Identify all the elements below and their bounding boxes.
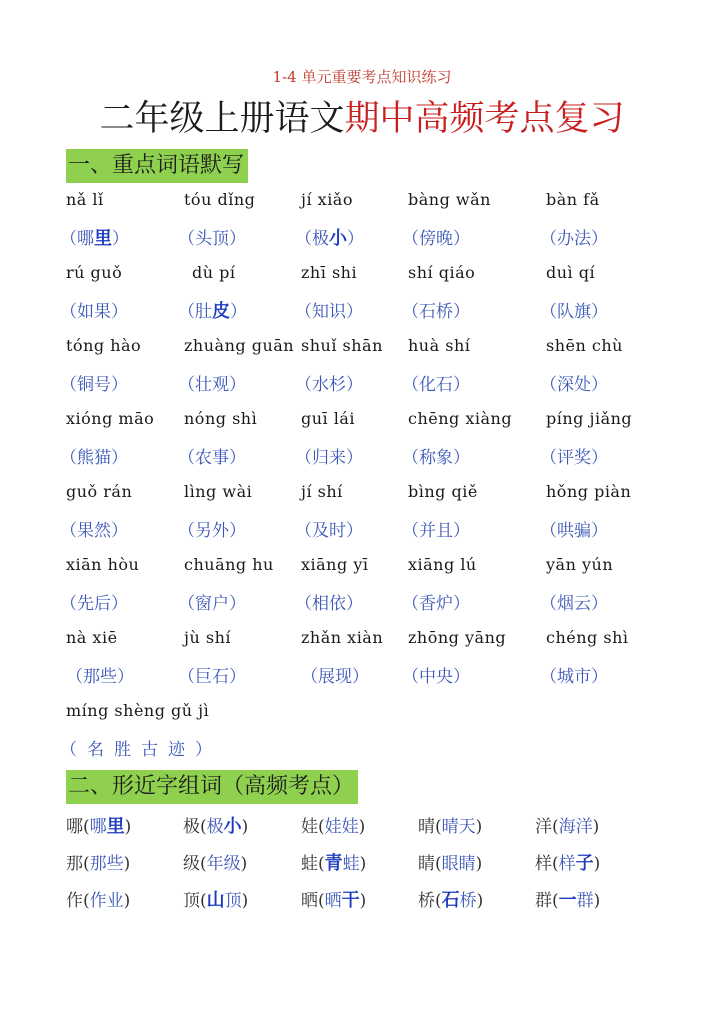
open-paren: （	[402, 667, 419, 687]
open-paren: （	[60, 229, 77, 249]
word-text: 样	[558, 854, 576, 874]
close-paren: ）	[229, 448, 246, 468]
similar-char-item	[301, 886, 366, 912]
close-paren: ）	[346, 375, 363, 395]
section-heading-vocabulary: 一、重点词语默写	[66, 149, 248, 183]
word-text: 晴天	[441, 817, 476, 837]
close-paren: ）	[111, 448, 128, 468]
pinyin-label: yān yún	[546, 555, 614, 574]
open-paren: （	[402, 302, 419, 322]
base-char: 桥	[418, 891, 435, 911]
answer-text: 肚	[195, 302, 212, 322]
open-paren: (	[83, 891, 90, 911]
pinyin-label: guǒ rán	[66, 482, 133, 501]
answer-word	[540, 662, 608, 687]
answer-text: 另外	[195, 521, 229, 541]
pinyin-label: jí xiǎo	[301, 190, 353, 209]
close-paren: )	[123, 854, 131, 874]
answer-text: 哪	[77, 229, 94, 249]
answer-text: 化石	[419, 375, 453, 395]
pinyin-label: tóu dǐng	[184, 190, 256, 209]
word-text: 极	[206, 817, 224, 837]
section-heading-similar-chars: 二、形近字组词（高频考点）	[66, 770, 358, 804]
open-paren: （	[295, 302, 312, 322]
pinyin-label: dù pí	[192, 263, 236, 282]
pinyin-label: míng shèng gǔ jì	[66, 701, 210, 720]
word-highlight: 小	[223, 816, 242, 837]
answer-text: 如果	[77, 302, 111, 322]
similar-char-item	[66, 812, 131, 838]
answer-text: 先后	[77, 594, 111, 614]
pinyin-label: chēng xiàng	[408, 409, 513, 428]
base-char: 样	[535, 854, 552, 874]
open-paren: （	[60, 740, 87, 760]
word-highlight: 干	[341, 890, 360, 911]
close-paren: ）	[453, 448, 470, 468]
close-paren: ）	[346, 448, 363, 468]
base-char: 哪	[66, 817, 83, 837]
open-paren: (	[552, 891, 559, 911]
base-char: 睛	[418, 854, 435, 874]
open-paren: （	[60, 448, 77, 468]
answer-word	[178, 297, 247, 323]
answer-word	[295, 589, 363, 614]
answer-word	[540, 589, 608, 614]
answer-word	[402, 224, 470, 249]
close-paren: ）	[111, 521, 128, 541]
close-paren: )	[593, 891, 601, 911]
close-paren: ）	[111, 375, 128, 395]
base-char: 极	[183, 817, 200, 837]
answer-text: 归来	[312, 448, 346, 468]
pinyin-label: jí shí	[301, 482, 343, 501]
pinyin-label: rú guǒ	[66, 263, 123, 282]
open-paren: （	[178, 521, 195, 541]
similar-char-item	[418, 812, 482, 837]
answer-text: 深处	[557, 375, 591, 395]
answer-text: 称象	[419, 448, 453, 468]
answer-word	[60, 589, 128, 614]
similar-char-item	[183, 886, 248, 912]
close-paren: ）	[591, 302, 608, 322]
open-paren: （	[178, 448, 195, 468]
open-paren: (	[318, 891, 325, 911]
answer-word	[60, 516, 128, 541]
pinyin-label: hǒng piàn	[546, 482, 632, 501]
close-paren: ）	[112, 229, 129, 249]
word-highlight: 石	[441, 890, 460, 911]
word-highlight: 一	[558, 890, 577, 911]
pinyin-label: xiān hòu	[66, 555, 140, 574]
answer-text: 熊猫	[77, 448, 111, 468]
word-text: 眼睛	[441, 854, 476, 874]
word-text: 晒	[324, 891, 342, 911]
answer-word	[402, 297, 470, 322]
answer-text: 队旗	[557, 302, 591, 322]
base-char: 作	[66, 891, 83, 911]
word-highlight: 里	[106, 816, 125, 837]
close-paren: ）	[111, 302, 128, 322]
answer-word	[540, 370, 608, 395]
answer-word	[540, 516, 608, 541]
pinyin-label: huà shí	[408, 336, 471, 355]
answer-text: 傍晚	[419, 229, 453, 249]
similar-char-item	[301, 812, 365, 837]
base-char: 洋	[535, 817, 552, 837]
open-paren: （	[540, 521, 557, 541]
answer-highlight: 皮	[212, 301, 230, 322]
similar-char-item	[66, 886, 130, 911]
open-paren: (	[318, 817, 325, 837]
open-paren: （	[540, 302, 557, 322]
answer-text: 评奖	[557, 448, 591, 468]
close-paren: ）	[591, 521, 608, 541]
word-text: 作业	[89, 891, 124, 911]
open-paren: (	[83, 854, 90, 874]
word-text: 那些	[89, 854, 124, 874]
answer-text: 极	[312, 229, 329, 249]
pinyin-label: guī lái	[301, 409, 356, 428]
pinyin-label: chuāng hu	[184, 555, 274, 574]
answer-word	[295, 297, 363, 322]
answer-word	[402, 589, 470, 614]
pinyin-label: zhuàng guān	[184, 336, 295, 355]
open-paren: （	[66, 667, 83, 687]
word-text: 年级	[206, 854, 241, 874]
open-paren: （	[295, 521, 312, 541]
open-paren: （	[60, 521, 77, 541]
open-paren: （	[540, 594, 557, 614]
close-paren: ）	[346, 594, 363, 614]
answer-word	[295, 516, 363, 541]
answer-text: 窗户	[195, 594, 229, 614]
open-paren: (	[318, 854, 325, 874]
pinyin-label: píng jiǎng	[546, 409, 633, 428]
close-paren: ）	[591, 667, 608, 687]
answer-word	[178, 589, 246, 614]
answer-text: 城市	[557, 667, 591, 687]
base-char: 娃	[301, 817, 318, 837]
open-paren: （	[178, 667, 195, 687]
answer-text: 头顶	[195, 229, 229, 249]
close-paren: )	[240, 854, 248, 874]
close-paren: ）	[111, 594, 128, 614]
open-paren: (	[552, 854, 559, 874]
answer-text: 果然	[77, 521, 111, 541]
open-paren: （	[60, 302, 77, 322]
answer-word	[540, 297, 608, 322]
answer-text: 办法	[557, 229, 591, 249]
answer-text: 并且	[419, 521, 453, 541]
word-highlight: 子	[575, 853, 594, 874]
pinyin-label: zhōng yāng	[408, 628, 507, 647]
answer-text: 知识	[312, 302, 346, 322]
open-paren: （	[402, 521, 419, 541]
answer-word	[295, 224, 364, 250]
answer-word	[402, 443, 470, 468]
similar-char-item	[301, 849, 366, 875]
answer-text: 香炉	[419, 594, 453, 614]
answer-word	[60, 370, 128, 395]
close-paren: ）	[453, 594, 470, 614]
base-char: 群	[535, 891, 552, 911]
subtitle: 1-4 单元重要考点知识练习	[272, 68, 452, 86]
answer-text: 水杉	[312, 375, 346, 395]
open-paren: （	[178, 302, 195, 322]
close-paren: )	[241, 817, 249, 837]
open-paren: （	[540, 375, 557, 395]
close-paren: ）	[453, 302, 470, 322]
open-paren: （	[402, 448, 419, 468]
answer-word	[60, 297, 128, 322]
open-paren: (	[435, 891, 442, 911]
open-paren: （	[295, 229, 312, 249]
answer-word	[540, 224, 608, 249]
open-paren: （	[178, 594, 195, 614]
open-paren: （	[60, 594, 77, 614]
answer-text: 及时	[312, 521, 346, 541]
title-red: 期中高频考点复习	[344, 99, 625, 139]
answer-text: 壮观	[195, 375, 229, 395]
close-paren: ）	[230, 302, 247, 322]
close-paren: )	[592, 817, 600, 837]
open-paren: （	[301, 667, 318, 687]
similar-char-item	[535, 886, 600, 912]
open-paren: (	[200, 854, 207, 874]
page-title	[0, 94, 724, 144]
close-paren: )	[593, 854, 601, 874]
pinyin-label: xióng māo	[66, 409, 155, 428]
close-paren: ）	[591, 229, 608, 249]
close-paren: ）	[229, 375, 246, 395]
close-paren: ）	[453, 667, 470, 687]
open-paren: （	[295, 448, 312, 468]
base-char: 那	[66, 854, 83, 874]
title-black: 二年级上册语文	[99, 99, 345, 139]
pinyin-label: nóng shì	[184, 409, 258, 428]
close-paren: ）	[591, 594, 608, 614]
answer-text: 哄骗	[557, 521, 591, 541]
open-paren: （	[60, 375, 77, 395]
close-paren: ）	[453, 375, 470, 395]
answer-word	[178, 224, 246, 249]
answer-word	[178, 516, 246, 541]
open-paren: (	[83, 817, 90, 837]
answer-text: 农事	[195, 448, 229, 468]
close-paren: )	[123, 891, 131, 911]
close-paren: ）	[346, 302, 363, 322]
word-text: 娃娃	[324, 817, 359, 837]
similar-char-item	[183, 849, 247, 874]
open-paren: (	[200, 817, 207, 837]
answer-word	[178, 370, 246, 395]
close-paren: )	[359, 891, 367, 911]
answer-text: 相依	[312, 594, 346, 614]
close-paren: ）	[229, 594, 246, 614]
close-paren: ）	[591, 375, 608, 395]
word-highlight: 山	[206, 890, 225, 911]
close-paren: )	[475, 817, 483, 837]
close-paren: ）	[453, 521, 470, 541]
answer-word	[402, 370, 470, 395]
answer-text: 铜号	[77, 375, 111, 395]
word-text: 海洋	[558, 817, 593, 837]
pinyin-label: lìng wài	[184, 482, 253, 501]
similar-char-item	[535, 812, 599, 837]
answer-word	[402, 662, 470, 687]
close-paren: ）	[347, 229, 364, 249]
open-paren: （	[178, 375, 195, 395]
close-paren: ）	[229, 667, 246, 687]
open-paren: （	[295, 375, 312, 395]
close-paren: ）	[346, 521, 363, 541]
answer-highlight: 里	[94, 228, 112, 249]
close-paren: )	[124, 817, 132, 837]
open-paren: （	[540, 667, 557, 687]
open-paren: （	[178, 229, 195, 249]
answer-word	[60, 224, 129, 250]
answer-text: 石桥	[419, 302, 453, 322]
close-paren: ）	[591, 448, 608, 468]
close-paren: )	[475, 854, 483, 874]
close-paren: )	[476, 891, 484, 911]
open-paren: （	[540, 448, 557, 468]
open-paren: (	[200, 891, 207, 911]
answer-word	[178, 443, 246, 468]
answer-word	[60, 735, 222, 760]
answer-text: 烟云	[557, 594, 591, 614]
close-paren: ）	[229, 521, 246, 541]
answer-word	[301, 662, 369, 687]
close-paren: ）	[229, 229, 246, 249]
close-paren: )	[241, 891, 249, 911]
word-text: 哪	[89, 817, 107, 837]
pinyin-label: nà xiē	[66, 628, 118, 647]
answer-word	[540, 443, 608, 468]
answer-word	[66, 662, 134, 687]
word-text-tail: 蛙	[342, 854, 360, 874]
open-paren: （	[295, 594, 312, 614]
pinyin-label: shí qiáo	[408, 263, 476, 282]
word-text-tail: 群	[576, 891, 594, 911]
pinyin-label: shuǐ shān	[301, 336, 383, 355]
pinyin-label: zhǎn xiàn	[301, 628, 384, 647]
base-char: 晴	[418, 817, 435, 837]
base-char: 蛙	[301, 854, 318, 874]
base-char: 级	[183, 854, 200, 874]
answer-text: 巨石	[195, 667, 229, 687]
pinyin-label: bìng qiě	[408, 482, 478, 501]
word-text-tail: 顶	[224, 891, 242, 911]
pinyin-label: duì qí	[546, 263, 596, 282]
open-paren: （	[540, 229, 557, 249]
open-paren: （	[402, 375, 419, 395]
base-char: 顶	[183, 891, 200, 911]
pinyin-label: xiāng yī	[301, 555, 369, 574]
open-paren: (	[552, 817, 559, 837]
close-paren: )	[359, 854, 367, 874]
answer-word	[402, 516, 470, 541]
pinyin-label: bàng wǎn	[408, 190, 491, 209]
close-paren: ）	[453, 229, 470, 249]
answer-word	[295, 370, 363, 395]
similar-char-item	[66, 849, 130, 874]
open-paren: (	[435, 817, 442, 837]
open-paren: (	[435, 854, 442, 874]
answer-word	[178, 662, 246, 687]
close-paren: )	[358, 817, 366, 837]
open-paren: （	[402, 229, 419, 249]
close-paren: ）	[117, 667, 134, 687]
answer-highlight: 小	[329, 228, 347, 249]
close-paren: ）	[352, 667, 369, 687]
similar-char-item	[418, 849, 482, 874]
similar-char-item	[418, 886, 483, 912]
word-text-tail: 桥	[459, 891, 477, 911]
pinyin-label: zhī shi	[301, 263, 358, 282]
pinyin-label: xiāng lú	[408, 555, 477, 574]
pinyin-label: bàn fǎ	[546, 190, 600, 209]
answer-word	[60, 443, 128, 468]
answer-text: 名胜古迹	[87, 740, 195, 760]
open-paren: （	[402, 594, 419, 614]
answer-text: 中央	[419, 667, 453, 687]
pinyin-label: jù shí	[184, 628, 231, 647]
base-char: 晒	[301, 891, 318, 911]
answer-text: 展现	[318, 667, 352, 687]
pinyin-label: chéng shì	[546, 628, 629, 647]
word-highlight: 青	[324, 853, 343, 874]
pinyin-label: tóng hào	[66, 336, 142, 355]
answer-word	[295, 443, 363, 468]
pinyin-label: nǎ lǐ	[66, 190, 104, 209]
close-paren: ）	[195, 740, 222, 760]
similar-char-item	[183, 812, 248, 838]
similar-char-item	[535, 849, 600, 875]
answer-text: 那些	[83, 667, 117, 687]
pinyin-label: shēn chù	[546, 336, 623, 355]
